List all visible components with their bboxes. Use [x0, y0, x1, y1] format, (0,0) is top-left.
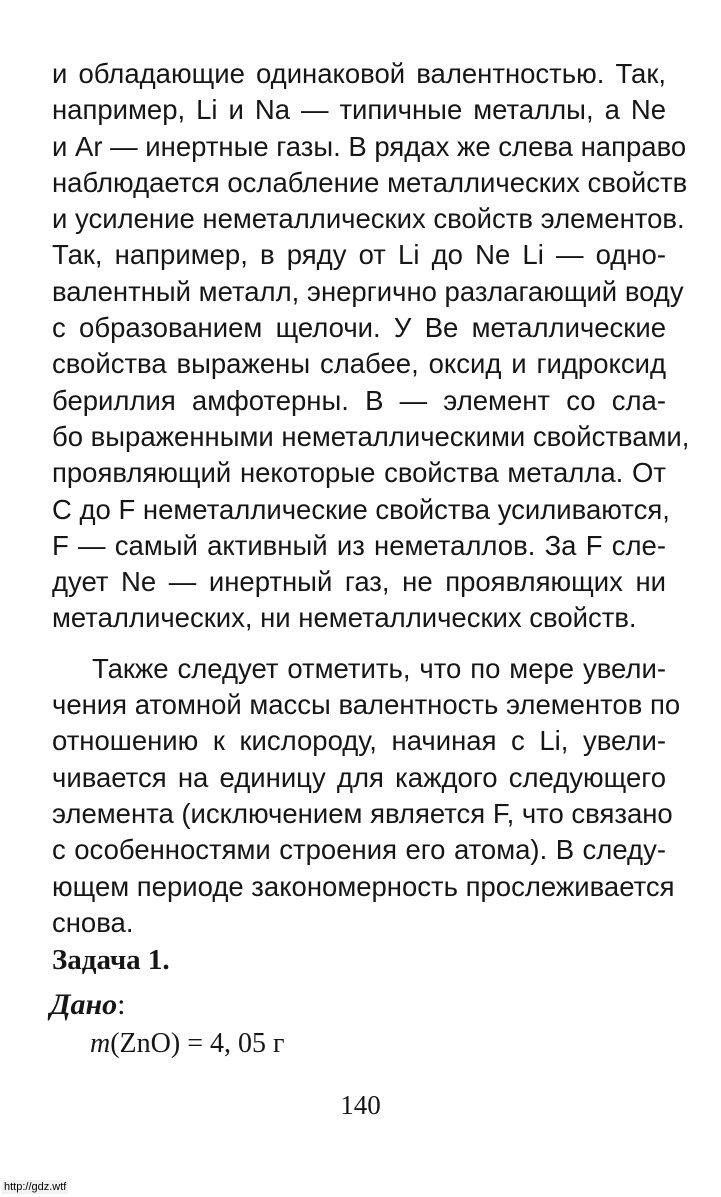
given-label [50, 988, 126, 1022]
text-line: наблюдается ослабление металлических свойств [52, 166, 688, 198]
task-title: Задача 1. [52, 944, 170, 976]
paragraph-1 [52, 56, 690, 637]
text-line: F — самый активный из неметаллов. За F сле- [52, 529, 666, 561]
paragraph-2 [52, 651, 681, 941]
text-line: и обладающие одинаковой валентностью. Так, [52, 58, 666, 89]
text-line: Так, например, в ряду от Li до Ne Li — одно- [52, 239, 666, 271]
given-label-text: Дано [50, 988, 118, 1021]
text-line: Также следует отметить, что по мере увели- [92, 652, 666, 684]
text-line: ющем периоде закономерность прослеживается [52, 870, 675, 902]
page-number: 140 [340, 1090, 381, 1120]
paragraph-gap [52, 637, 666, 651]
text-line: с особенностями строения его атома). В следу- [52, 834, 666, 866]
text-line: С до F неметаллические свойства усиливаются, [52, 493, 670, 525]
text-line: и Ar — инертные газы. В рядах же слева направо [52, 130, 687, 162]
text-line: бериллия амфотерны. В — элемент со сла- [52, 384, 666, 416]
given-value [90, 1027, 284, 1061]
page-body [52, 56, 690, 941]
text-line: отношению к кислороду, начиная с Li, увели- [52, 725, 666, 757]
text-line: чения атомной массы валентность элементов по [52, 689, 681, 721]
text-line: бо выраженными неметаллическими свойствами, [52, 420, 690, 452]
text-line: снова. [52, 906, 134, 938]
text-line: дует Ne — инертный газ, не проявляющих ни [52, 566, 666, 598]
given-label-colon: : [117, 988, 126, 1021]
text-line: например, Li и Na — типичные металлы, а Ne [52, 94, 666, 126]
mass-symbol: m [90, 1028, 111, 1059]
text-line: чивается на единицу для каждого следующего [52, 761, 666, 793]
text-line: элемента (исключением является F, что связано [52, 797, 673, 829]
text-line: валентный металл, энергично разлагающий воду [52, 275, 684, 307]
text-line: и усиление неметаллических свойств элементов. [52, 203, 685, 235]
mass-expression: (ZnO) = 4, 05 г [110, 1028, 285, 1059]
text-line: металлических, ни неметаллических свойств. [52, 602, 637, 634]
text-line: с образованием щелочи. У Be металлические [52, 312, 666, 344]
text-line: свойства выражены слабее, оксид и гидроксид [52, 348, 666, 380]
watermark-link[interactable]: http://gdz.wtf [4, 1181, 67, 1193]
text-line: проявляющий некоторые свойства металла. От [52, 457, 666, 489]
